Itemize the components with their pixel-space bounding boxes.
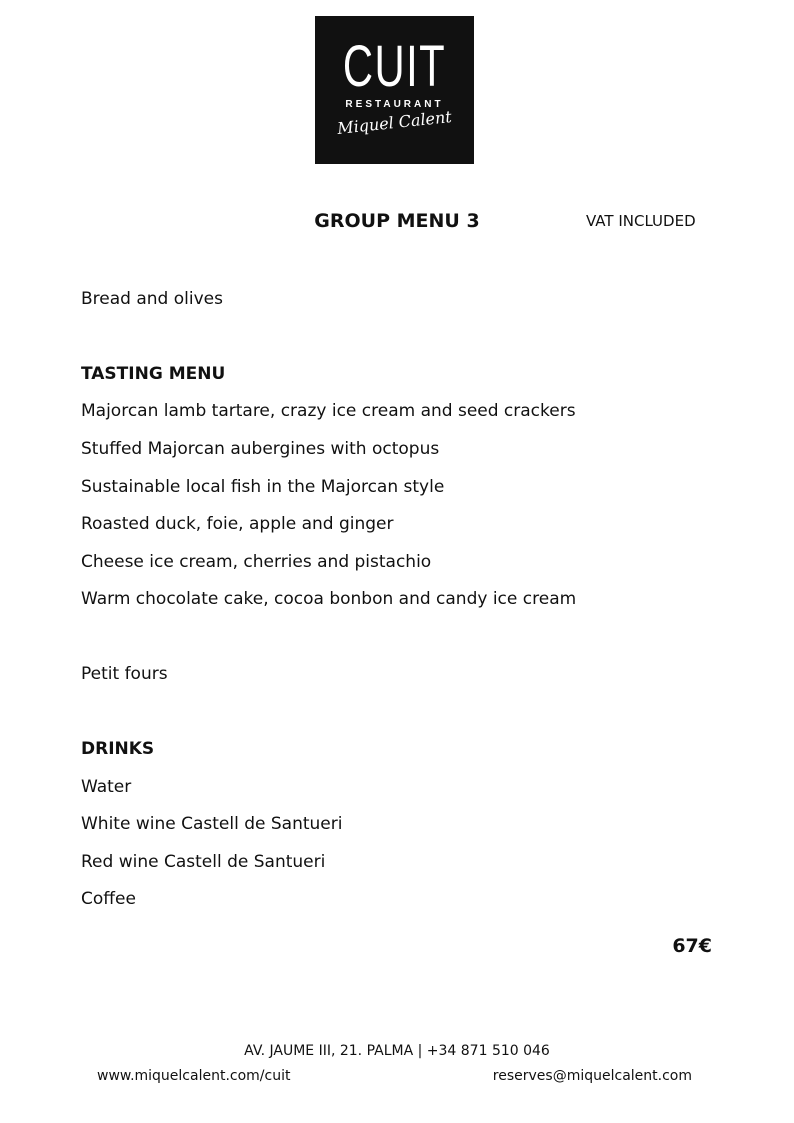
tasting-item: Majorcan lamb tartare, crazy ice cream and seed crackers	[81, 401, 576, 421]
tasting-item: Warm chocolate cake, cocoa bonbon and candy ice cream	[81, 589, 577, 609]
tasting-menu-heading: TASTING MENU	[81, 364, 226, 384]
restaurant-logo	[315, 16, 474, 164]
starter-item: Bread and olives	[81, 289, 223, 309]
logo-name: CUIT	[342, 34, 447, 99]
logo-subtitle: RESTAURANT	[345, 99, 444, 110]
petit-fours-item: Petit fours	[81, 664, 168, 684]
logo-signature: Miquel Calent	[336, 107, 453, 138]
tasting-item: Roasted duck, foie, apple and ginger	[81, 514, 394, 534]
tasting-item: Sustainable local fish in the Majorcan style	[81, 477, 445, 497]
drink-item: Water	[81, 777, 132, 797]
drink-item: Coffee	[81, 889, 136, 909]
menu-title: GROUP MENU 3	[314, 210, 480, 232]
drink-item: Red wine Castell de Santueri	[81, 852, 326, 872]
footer-website: www.miquelcalent.com/cuit	[97, 1068, 291, 1084]
footer-email: reserves@miquelcalent.com	[492, 1068, 692, 1084]
tasting-item: Stuffed Majorcan aubergines with octopus	[81, 439, 440, 459]
vat-note: VAT INCLUDED	[586, 212, 696, 230]
drink-item: White wine Castell de Santueri	[81, 814, 343, 834]
drinks-heading: DRINKS	[81, 739, 155, 759]
menu-price: 67€	[672, 935, 712, 957]
tasting-item: Cheese ice cream, cherries and pistachio	[81, 552, 432, 572]
footer-address: AV. JAUME III, 21. PALMA | +34 871 510 046	[244, 1043, 550, 1059]
